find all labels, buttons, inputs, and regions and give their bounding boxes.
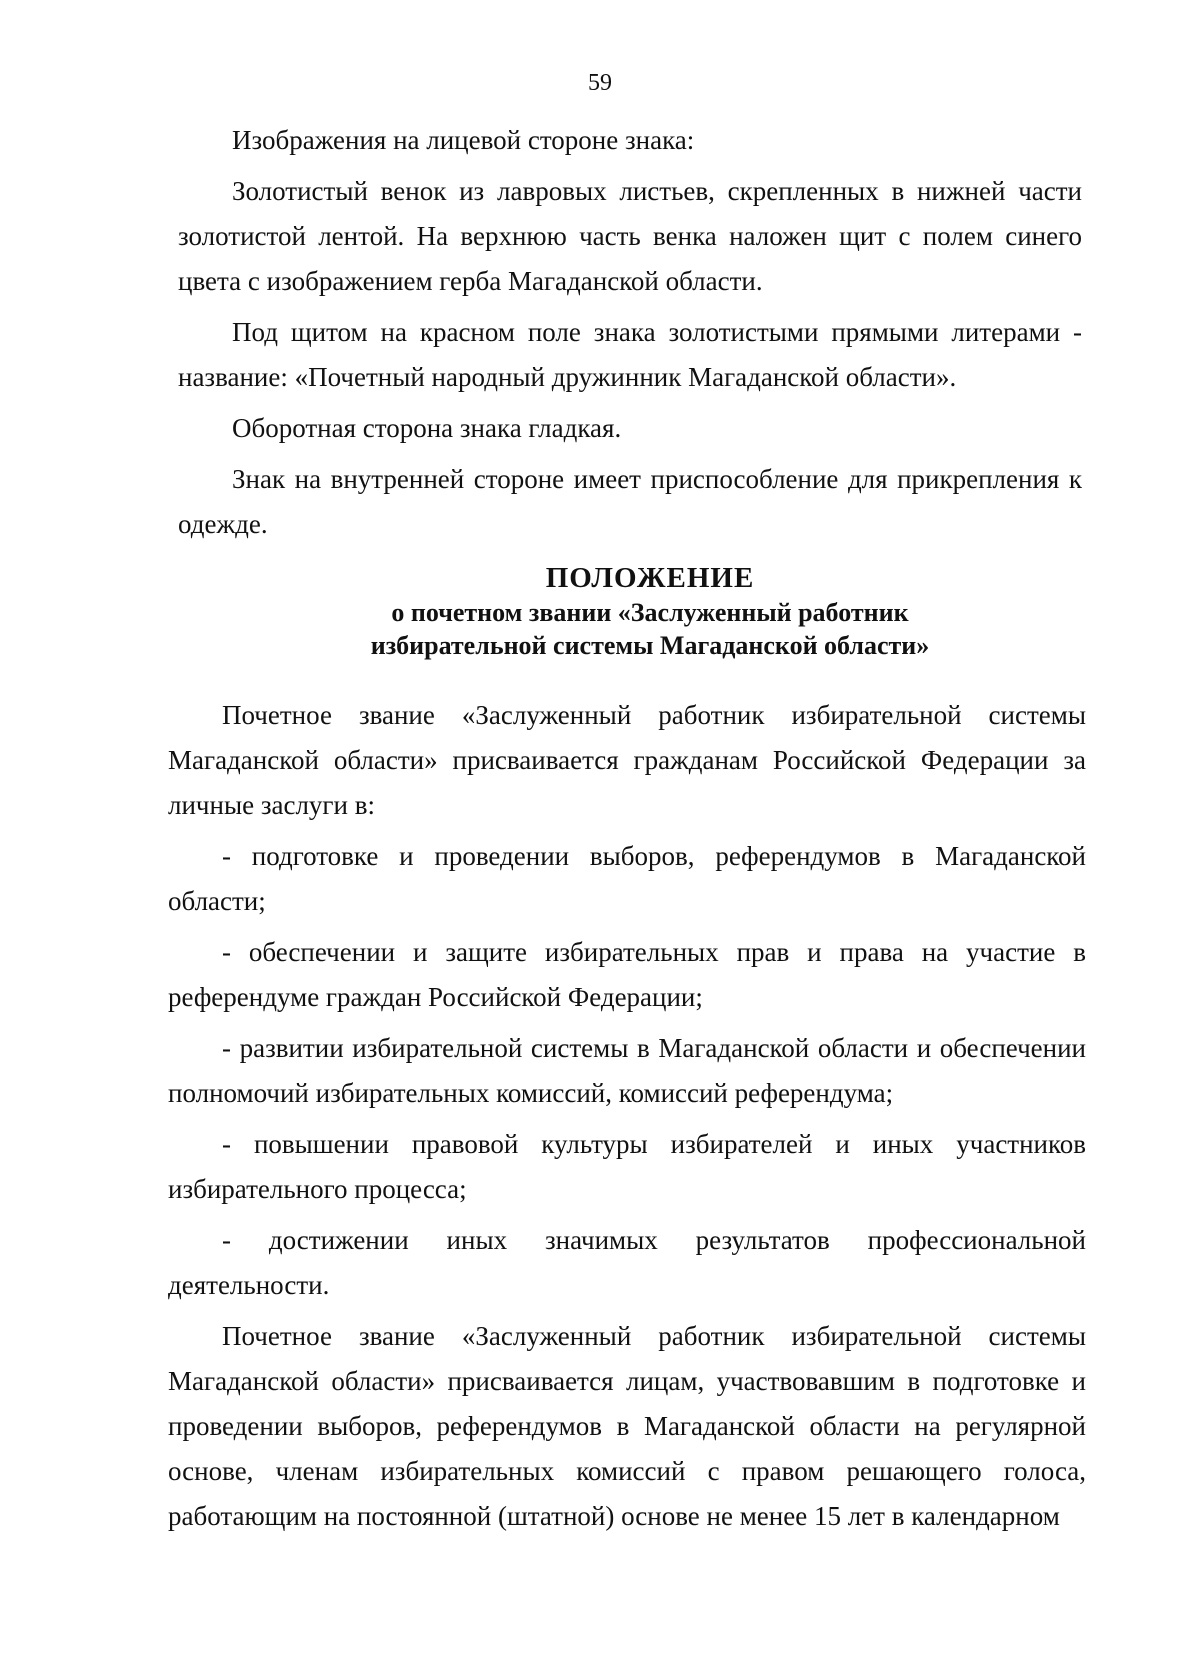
- paragraph-shield-name: Под щитом на красном поле знака золотистыми прямыми литерами - название: «Почетный народный дружинник Магаданской области».: [178, 317, 1082, 392]
- heading-subtitle-line1: о почетном звании «Заслуженный работник: [391, 598, 909, 627]
- page-number: 59: [588, 70, 612, 96]
- list-item: - достижении иных значимых результатов профессиональной деятельности.: [168, 1225, 1086, 1300]
- paragraph-wreath: Золотистый венок из лавровых листьев, скрепленных в нижней части золотистой лентой. На верхнюю часть венка наложен щит с полем синего цвета с изображением герба Магаданской области.: [178, 176, 1082, 296]
- regulation-heading: [200, 560, 1100, 662]
- paragraph-fastener: Знак на внутренней стороне имеет приспособление для прикрепления к одежде.: [178, 464, 1082, 539]
- list-item: - развитии избирательной системы в Магаданской области и обеспечении полномочий избирательных комиссий, комиссий референдума;: [168, 1033, 1086, 1108]
- list-item: - подготовке и проведении выборов, референдумов в Магаданской области;: [168, 841, 1086, 916]
- regulation-body: [168, 693, 1086, 1539]
- badge-description: [178, 118, 1082, 547]
- paragraph-intro: Почетное звание «Заслуженный работник избирательной системы Магаданской области» присваивается гражданам Российской Федерации за личные заслуги в:: [168, 700, 1086, 820]
- paragraph-closing: Почетное звание «Заслуженный работник избирательной системы Магаданской области» присваивается лицам, участвовавшим в подготовке и проведении выборов, референдумов в Магаданской области на регулярной основе, членам избирательных комиссий с правом решающего голоса, работающим на постоянной (штатной) основе не менее 15 лет в календарном: [168, 1321, 1086, 1531]
- list-item: - обеспечении и защите избирательных прав и права на участие в референдуме граждан Российской Федерации;: [168, 937, 1086, 1012]
- list-item: - повышении правовой культуры избирателей и иных участников избирательного процесса;: [168, 1129, 1086, 1204]
- heading-title: ПОЛОЖЕНИЕ: [545, 562, 755, 594]
- paragraph-reverse-side: Оборотная сторона знака гладкая.: [232, 413, 622, 443]
- paragraph-front-side: Изображения на лицевой стороне знака:: [232, 125, 695, 155]
- heading-subtitle-line2: избирательной системы Магаданской области»: [370, 631, 930, 660]
